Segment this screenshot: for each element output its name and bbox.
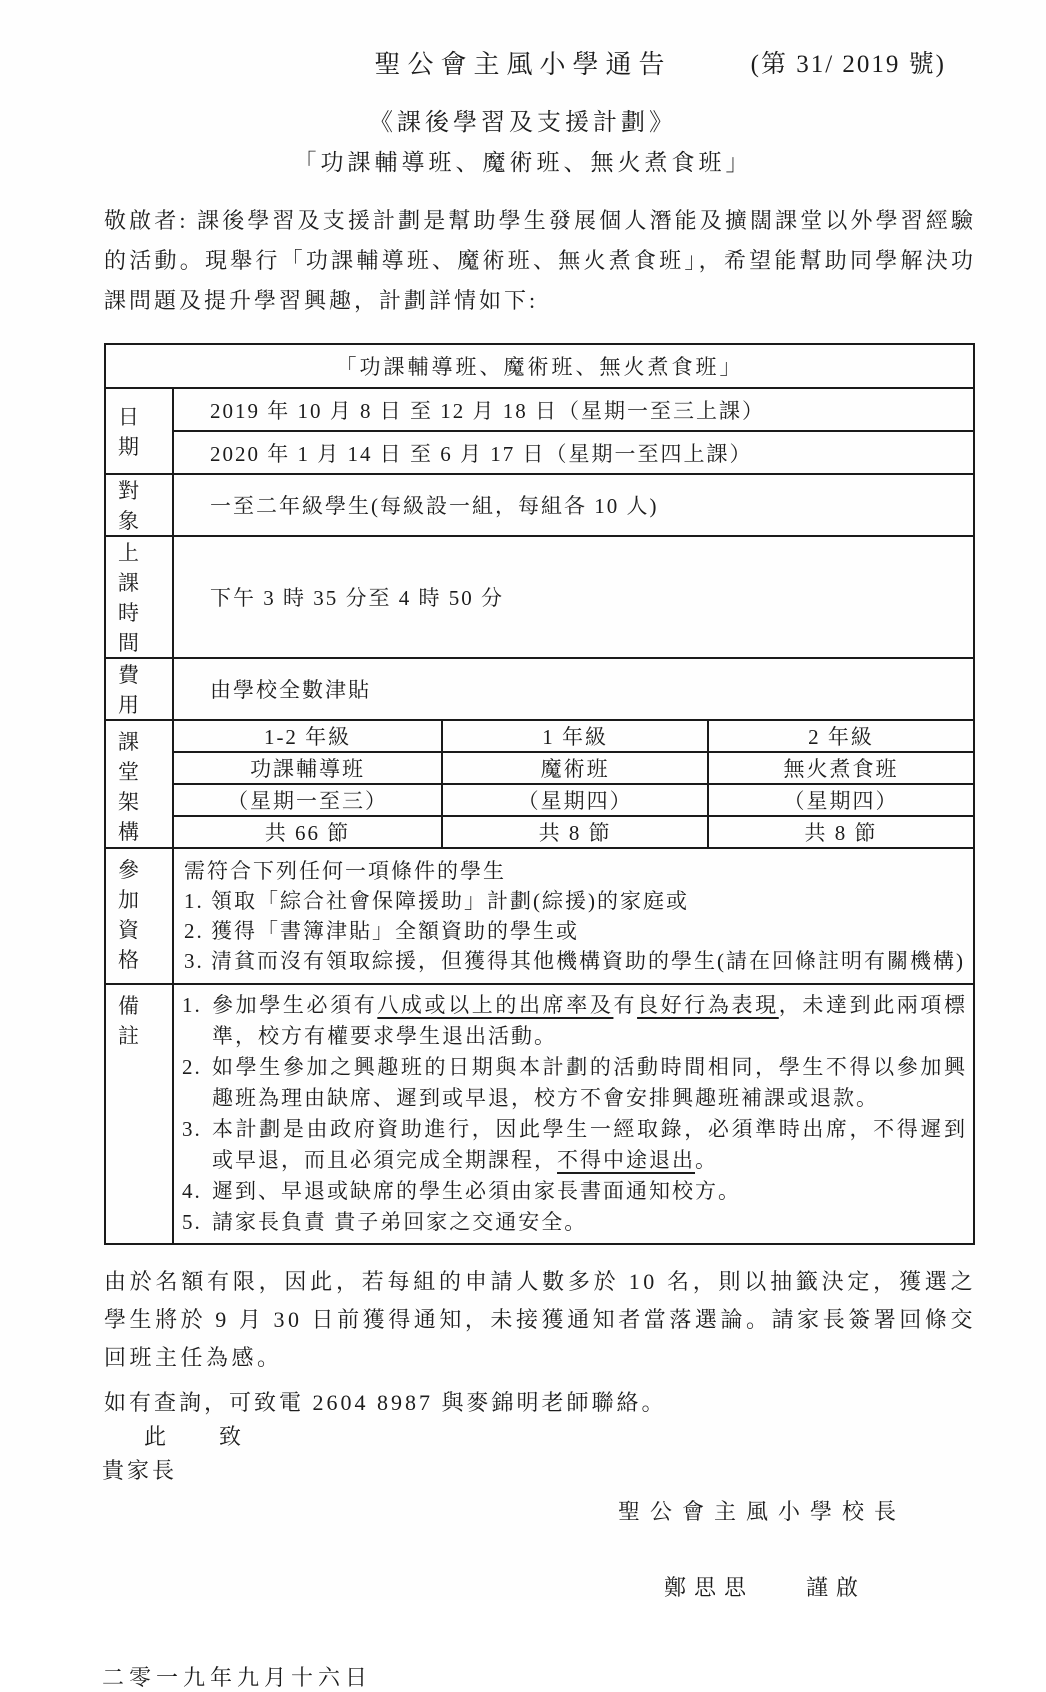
eligibility-label-cell: 參加資格 [105, 848, 173, 984]
table-row [105, 816, 974, 848]
remarks-label-cell: 備註 [105, 984, 173, 1244]
structure-label-cell: 課堂架構 [105, 720, 173, 848]
remark-number: 3. [182, 1117, 202, 1141]
table-row [105, 388, 974, 431]
table-title-cell: 「功課輔導班、魔術班、無火煮食班」 [105, 344, 974, 388]
classes-subtitle: 「功課輔導班、魔術班、無火煮食班」 [293, 150, 753, 175]
remark-number: 5. [182, 1210, 202, 1234]
signature-line [0, 1573, 866, 1603]
session-cell: 共 66 節 [173, 816, 442, 848]
remark-item [182, 1052, 967, 1114]
lottery-paragraph: 由於名額有限，因此，若每組的申請人數多於 10 名，則以抽籤決定，獲選之學生將於 9 月 30 日前獲得通知，未接獲通知者當落選論。請家長簽署回條交回班主任為感。 [104, 1269, 976, 1370]
date-label-cell: 日期 [105, 388, 173, 474]
programme-subtitle: 《課後學習及支援計劃》 [369, 110, 677, 136]
table-row [105, 848, 974, 984]
salutation: 此 致 [144, 1424, 245, 1449]
fee-label-cell: 費用 [105, 658, 173, 720]
class-cell: 無火煮食班 [708, 752, 974, 784]
table-row [105, 752, 974, 784]
remark-text: 如學生參加之興趣班的日期與本計劃的活動時間相同，學生不得以參加興趣班為理由缺席、遲到或早退，校方不會安排興趣班補課或退款。 [212, 1055, 967, 1110]
target-value: 一至二年級學生(每級設一組，每組各 10 人) [173, 474, 974, 536]
grade-cell: 2 年級 [708, 720, 974, 752]
document-header [0, 0, 1046, 78]
remark-number: 1. [182, 993, 202, 1017]
table-row [105, 658, 974, 720]
day-cell: （星期四） [442, 784, 708, 816]
remark-item [182, 1176, 967, 1207]
notice-number: (第 31/ 2019 號) [750, 51, 946, 78]
grade-cell: 1 年級 [442, 720, 708, 752]
class-cell: 魔術班 [442, 752, 708, 784]
grade-cell: 1-2 年級 [173, 720, 442, 752]
table-row [105, 431, 974, 474]
programme-details-table [104, 343, 975, 1245]
eligibility-line: 需符合下列任何一項條件的學生 [184, 859, 507, 883]
date-value-1: 2019 年 10 月 8 日 至 12 月 18 日（星期一至三上課） [173, 388, 974, 431]
remark-text: 遲到、早退或缺席的學生必須由家長書面通知校方。 [212, 1179, 742, 1203]
date-value-2: 2020 年 1 月 14 日 至 6 月 17 日（星期一至四上課） [173, 431, 974, 474]
remark-text: 參加學生必須有八成或以上的出席率及有良好行為表現，未達到此兩項標準，校方有權要求學生退出活動。 [212, 993, 968, 1048]
remark-text: 本計劃是由政府資助進行，因此學生一經取錄，必須準時出席，不得遲到或早退，而且必須完成全期課程，不得中途退出。 [212, 1117, 967, 1172]
recipient: 貴家長 [102, 1458, 178, 1483]
eligibility-line: 3. 清貧而沒有領取綜援，但獲得其他機構資助的學生(請在回條註明有關機構) [184, 949, 965, 973]
fee-value: 由學校全數津貼 [173, 658, 974, 720]
intro-paragraph: 敬啟者: 課後學習及支援計劃是幫助學生發展個人潛能及擴闊課堂以外學習經驗的活動。現舉行「功課輔導班、魔術班、無火煮食班」，希望能幫助同學解決功課問題及提升學習興趣，計劃詳情如下: [104, 208, 976, 313]
table-row [105, 984, 974, 1244]
table-row [105, 536, 974, 658]
remark-item [182, 990, 967, 1052]
remarks-cell [173, 984, 974, 1244]
eligibility-line: 2. 獲得「書簿津貼」全額資助的學生或 [184, 919, 580, 943]
table-row [105, 784, 974, 816]
remark-item [182, 1114, 967, 1176]
session-cell: 共 8 節 [442, 816, 708, 848]
eligibility-line: 1. 領取「綜合社會保障援助」計劃(綜援)的家庭或 [184, 889, 690, 913]
document-date: 二零一九年九月十六日 [102, 1665, 373, 1690]
school-title: 聖公會主風小學通告 [374, 50, 672, 79]
time-value: 下午 3 時 35 分至 4 時 50 分 [173, 536, 974, 658]
eligibility-cell [173, 848, 974, 984]
remark-number: 2. [182, 1055, 202, 1079]
table-header-row [105, 344, 974, 388]
enquiry-paragraph: 如有查詢，可致電 2604 8987 與麥錦明老師聯絡。 [104, 1390, 667, 1415]
table-row [105, 720, 974, 752]
target-label-cell: 對象 [105, 474, 173, 536]
principal-name: 鄭思思 [663, 1575, 754, 1600]
time-label-cell: 上課時間 [105, 536, 173, 658]
day-cell: （星期四） [708, 784, 974, 816]
remark-number: 4. [182, 1179, 202, 1203]
principal-title: 聖公會主風小學校長 [617, 1499, 906, 1524]
session-cell: 共 8 節 [708, 816, 974, 848]
class-cell: 功課輔導班 [173, 752, 442, 784]
table-row [105, 474, 974, 536]
remark-item [182, 1207, 967, 1238]
day-cell: （星期一至三） [173, 784, 442, 816]
sign-off: 謹啟 [805, 1575, 866, 1600]
remark-text: 請家長負責 貴子弟回家之交通安全。 [212, 1210, 588, 1234]
